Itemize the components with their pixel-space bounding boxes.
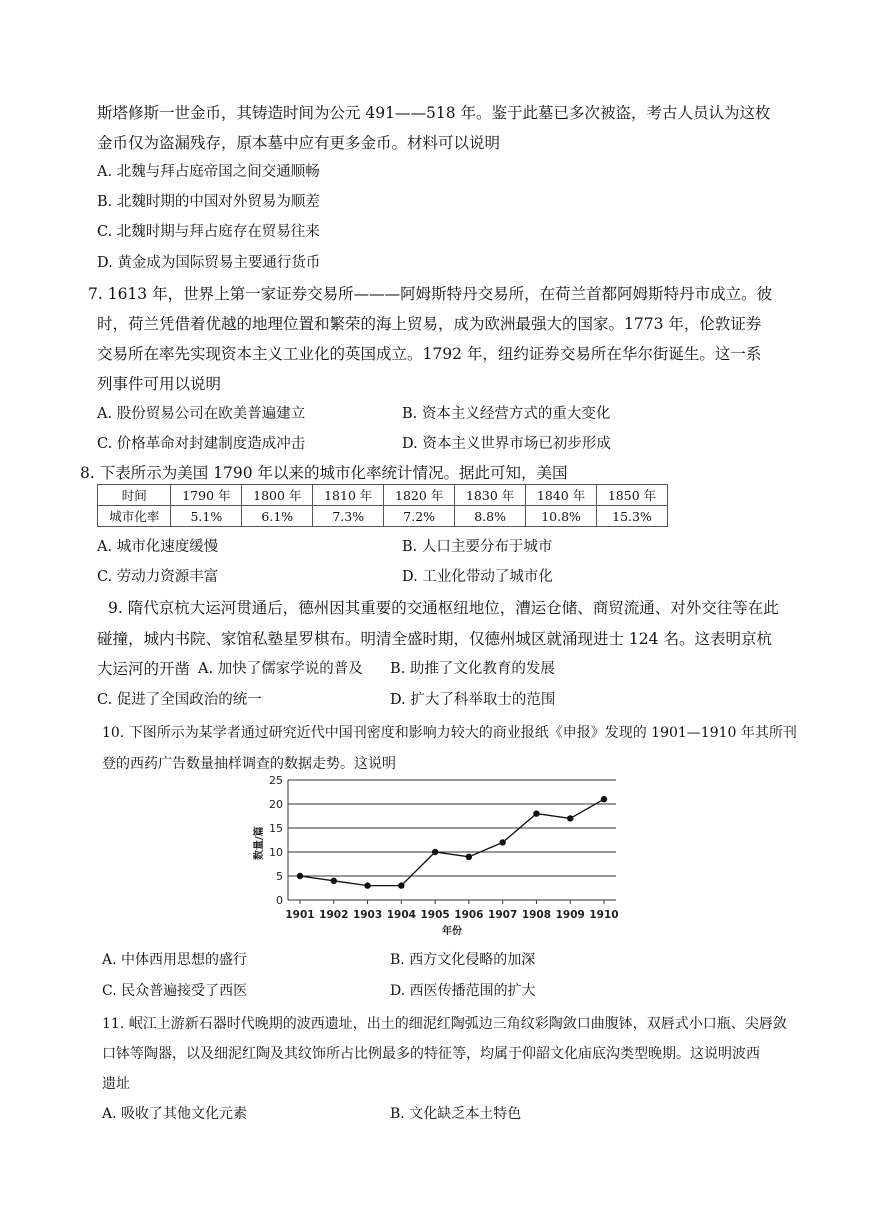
chart-x-tick-label: 1902 [319, 909, 349, 921]
q9-option-d: D. 扩大了科举取士的范围 [390, 692, 556, 708]
q7-stem-line-1: 7. 1613 年，世界上第一家证券交易所———阿姆斯特丹交易所，在荷兰首都阿姆斯特丹市成立。彼 [88, 285, 773, 303]
table-cell: 8.8% [455, 506, 526, 527]
q10-option-d: D. 西医传播范围的扩大 [390, 983, 536, 999]
chart-series [297, 796, 607, 889]
q9-option-a: A. 加快了儒家学说的普及 [198, 661, 363, 677]
q7-stem-line-3: 交易所在率先实现资本主义工业化的英国成立。1792 年，纽约证券交易所在华尔街诞生。这一系 [97, 345, 762, 363]
q11-option-a: A. 吸收了其他文化元素 [102, 1106, 248, 1122]
q8-option-d: D. 工业化带动了城市化 [402, 569, 553, 585]
chart-y-axis-label: 数量/篇 [254, 826, 265, 860]
chart-y-tick-label: 5 [276, 870, 283, 883]
q9-option-b: B. 助推了文化教育的发展 [390, 661, 555, 677]
q10-option-b: B. 西方文化侵略的加深 [390, 952, 536, 968]
q8-stem: 8. 下表所示为美国 1790 年以来的城市化率统计情况。据此可知，美国 [80, 464, 568, 482]
table-header-cell: 1790 年 [171, 485, 242, 506]
chart-x-tick-label: 1908 [521, 909, 552, 921]
chart-data-point [398, 882, 404, 888]
table-cell: 5.1% [171, 506, 242, 527]
chart-y-tick-labels [269, 774, 283, 907]
chart-data-point [466, 854, 472, 860]
q8-option-c: C. 劳动力资源丰富 [97, 569, 219, 585]
q6-stem-line-1: 斯塔修斯一世金币，其铸造时间为公元 491——518 年。鉴于此墓已多次被盗，考古人员认为这枚 [97, 104, 771, 122]
table-cell: 城市化率 [98, 506, 171, 527]
table-header-cell: 1810 年 [313, 485, 384, 506]
chart-data-point [432, 849, 438, 855]
q10-option-c: C. 民众普遍接受了西医 [102, 983, 248, 999]
chart-data-point [297, 873, 303, 879]
q11-option-b: B. 文化缺乏本土特色 [390, 1106, 522, 1122]
table-header-cell: 时间 [98, 485, 171, 506]
q9-stem-line-1: 9. 隋代京杭大运河贯通后，德州因其重要的交通枢纽地位，漕运仓储、商贸流通、对外交往等在此 [108, 599, 779, 617]
q7-option-a: A. 股份贸易公司在欧美普遍建立 [97, 406, 306, 422]
chart-x-axis-label: 年份 [442, 926, 462, 937]
table-header-cell: 1800 年 [242, 485, 313, 506]
q10-stem-line-2: 登的西药广告数量抽样调查的数据走势。这说明 [102, 756, 396, 772]
chart-gridlines [288, 780, 616, 904]
chart-data-point [567, 815, 573, 821]
q11-stem-line-3: 遗址 [102, 1076, 130, 1092]
chart-x-tick-label: 1905 [420, 909, 450, 921]
chart-data-point [533, 810, 539, 816]
q7-stem-line-2: 时，荷兰凭借着优越的地理位置和繁荣的海上贸易，成为欧洲最强大的国家。1773 年，伦敦证券 [97, 315, 762, 333]
q8-option-a: A. 城市化速度缓慢 [97, 539, 219, 555]
table-cell: 7.2% [384, 506, 455, 527]
q11-stem-line-1: 11. 岷江上游新石器时代晚期的波西遗址，出土的细泥红陶弧边三角纹彩陶敛口曲腹钵，双唇式小口瓶、尖唇敛 [102, 1016, 787, 1032]
chart-x-tick-label: 1910 [589, 909, 619, 921]
q6-option-a: A. 北魏与拜占庭帝国之间交通顺畅 [97, 164, 320, 180]
chart-data-point [364, 882, 370, 888]
chart-data-point [499, 839, 505, 845]
chart-x-tick-label: 1901 [285, 909, 315, 921]
q6-option-c: C. 北魏时期与拜占庭存在贸易往来 [97, 224, 320, 240]
q6-stem-line-2: 金币仅为盗漏残存，原本墓中应有更多金币。材料可以说明 [97, 134, 501, 152]
chart-series-line [300, 799, 604, 885]
q9-stem-line-2: 碰撞，城内书院、家馆私塾星罗棋布。明清全盛时期，仅德州城区就涌现进士 124 名。这表明京杭 [97, 630, 772, 648]
q9-stem-line-3: 大运河的开凿 [97, 660, 191, 678]
q8-option-b: B. 人口主要分布于城市 [402, 539, 553, 555]
chart-y-tick-label: 0 [276, 894, 283, 907]
q10-stem-line-1: 10. 下图所示为某学者通过研究近代中国刊密度和影响力较大的商业报纸《申报》发现的 1901—1910 年其所刊 [102, 725, 797, 741]
table-header-cell: 1830 年 [455, 485, 526, 506]
q6-option-b: B. 北魏时期的中国对外贸易为顺差 [97, 194, 320, 210]
table-header-cell: 1820 年 [384, 485, 455, 506]
table-header-row [98, 485, 668, 506]
table-cell: 6.1% [242, 506, 313, 527]
chart-x-tick-label: 1903 [352, 909, 383, 921]
chart-data-point [331, 878, 337, 884]
table-header-cell: 1850 年 [597, 485, 668, 506]
chart-x-tick-labels [285, 909, 618, 921]
q10-option-a: A. 中体西用思想的盛行 [102, 952, 248, 968]
table-cell: 7.3% [313, 506, 384, 527]
q11-stem-line-2: 口钵等陶器，以及细泥红陶及其纹饰所占比例最多的特征等，均属于仰韶文化庙底沟类型晚期。这说明波西 [102, 1046, 760, 1062]
q7-option-d: D. 资本主义世界市场已初步形成 [402, 436, 611, 452]
chart-y-tick-label: 25 [269, 774, 283, 787]
urbanization-table [97, 484, 668, 527]
q7-stem-line-4: 列事件可用以说明 [97, 375, 222, 393]
chart-x-tick-label: 1906 [454, 909, 484, 921]
ad-count-line-chart [248, 770, 628, 938]
chart-x-tick-label: 1909 [555, 909, 585, 921]
table-cell: 15.3% [597, 506, 668, 527]
q7-option-c: C. 价格革命对封建制度造成冲击 [97, 436, 306, 452]
chart-x-tick-label: 1907 [488, 909, 518, 921]
table-header-cell: 1840 年 [526, 485, 597, 506]
table-row [98, 506, 668, 527]
q9-option-c: C. 促进了全国政治的统一 [97, 692, 262, 708]
table-cell: 10.8% [526, 506, 597, 527]
q6-option-d: D. 黄金成为国际贸易主要通行货币 [97, 255, 321, 271]
q7-option-b: B. 资本主义经营方式的重大变化 [402, 406, 611, 422]
chart-data-point [601, 796, 607, 802]
chart-y-tick-label: 20 [269, 798, 283, 811]
chart-y-tick-label: 10 [269, 846, 283, 859]
chart-x-tick-label: 1904 [386, 909, 416, 921]
chart-y-tick-label: 15 [269, 822, 283, 835]
